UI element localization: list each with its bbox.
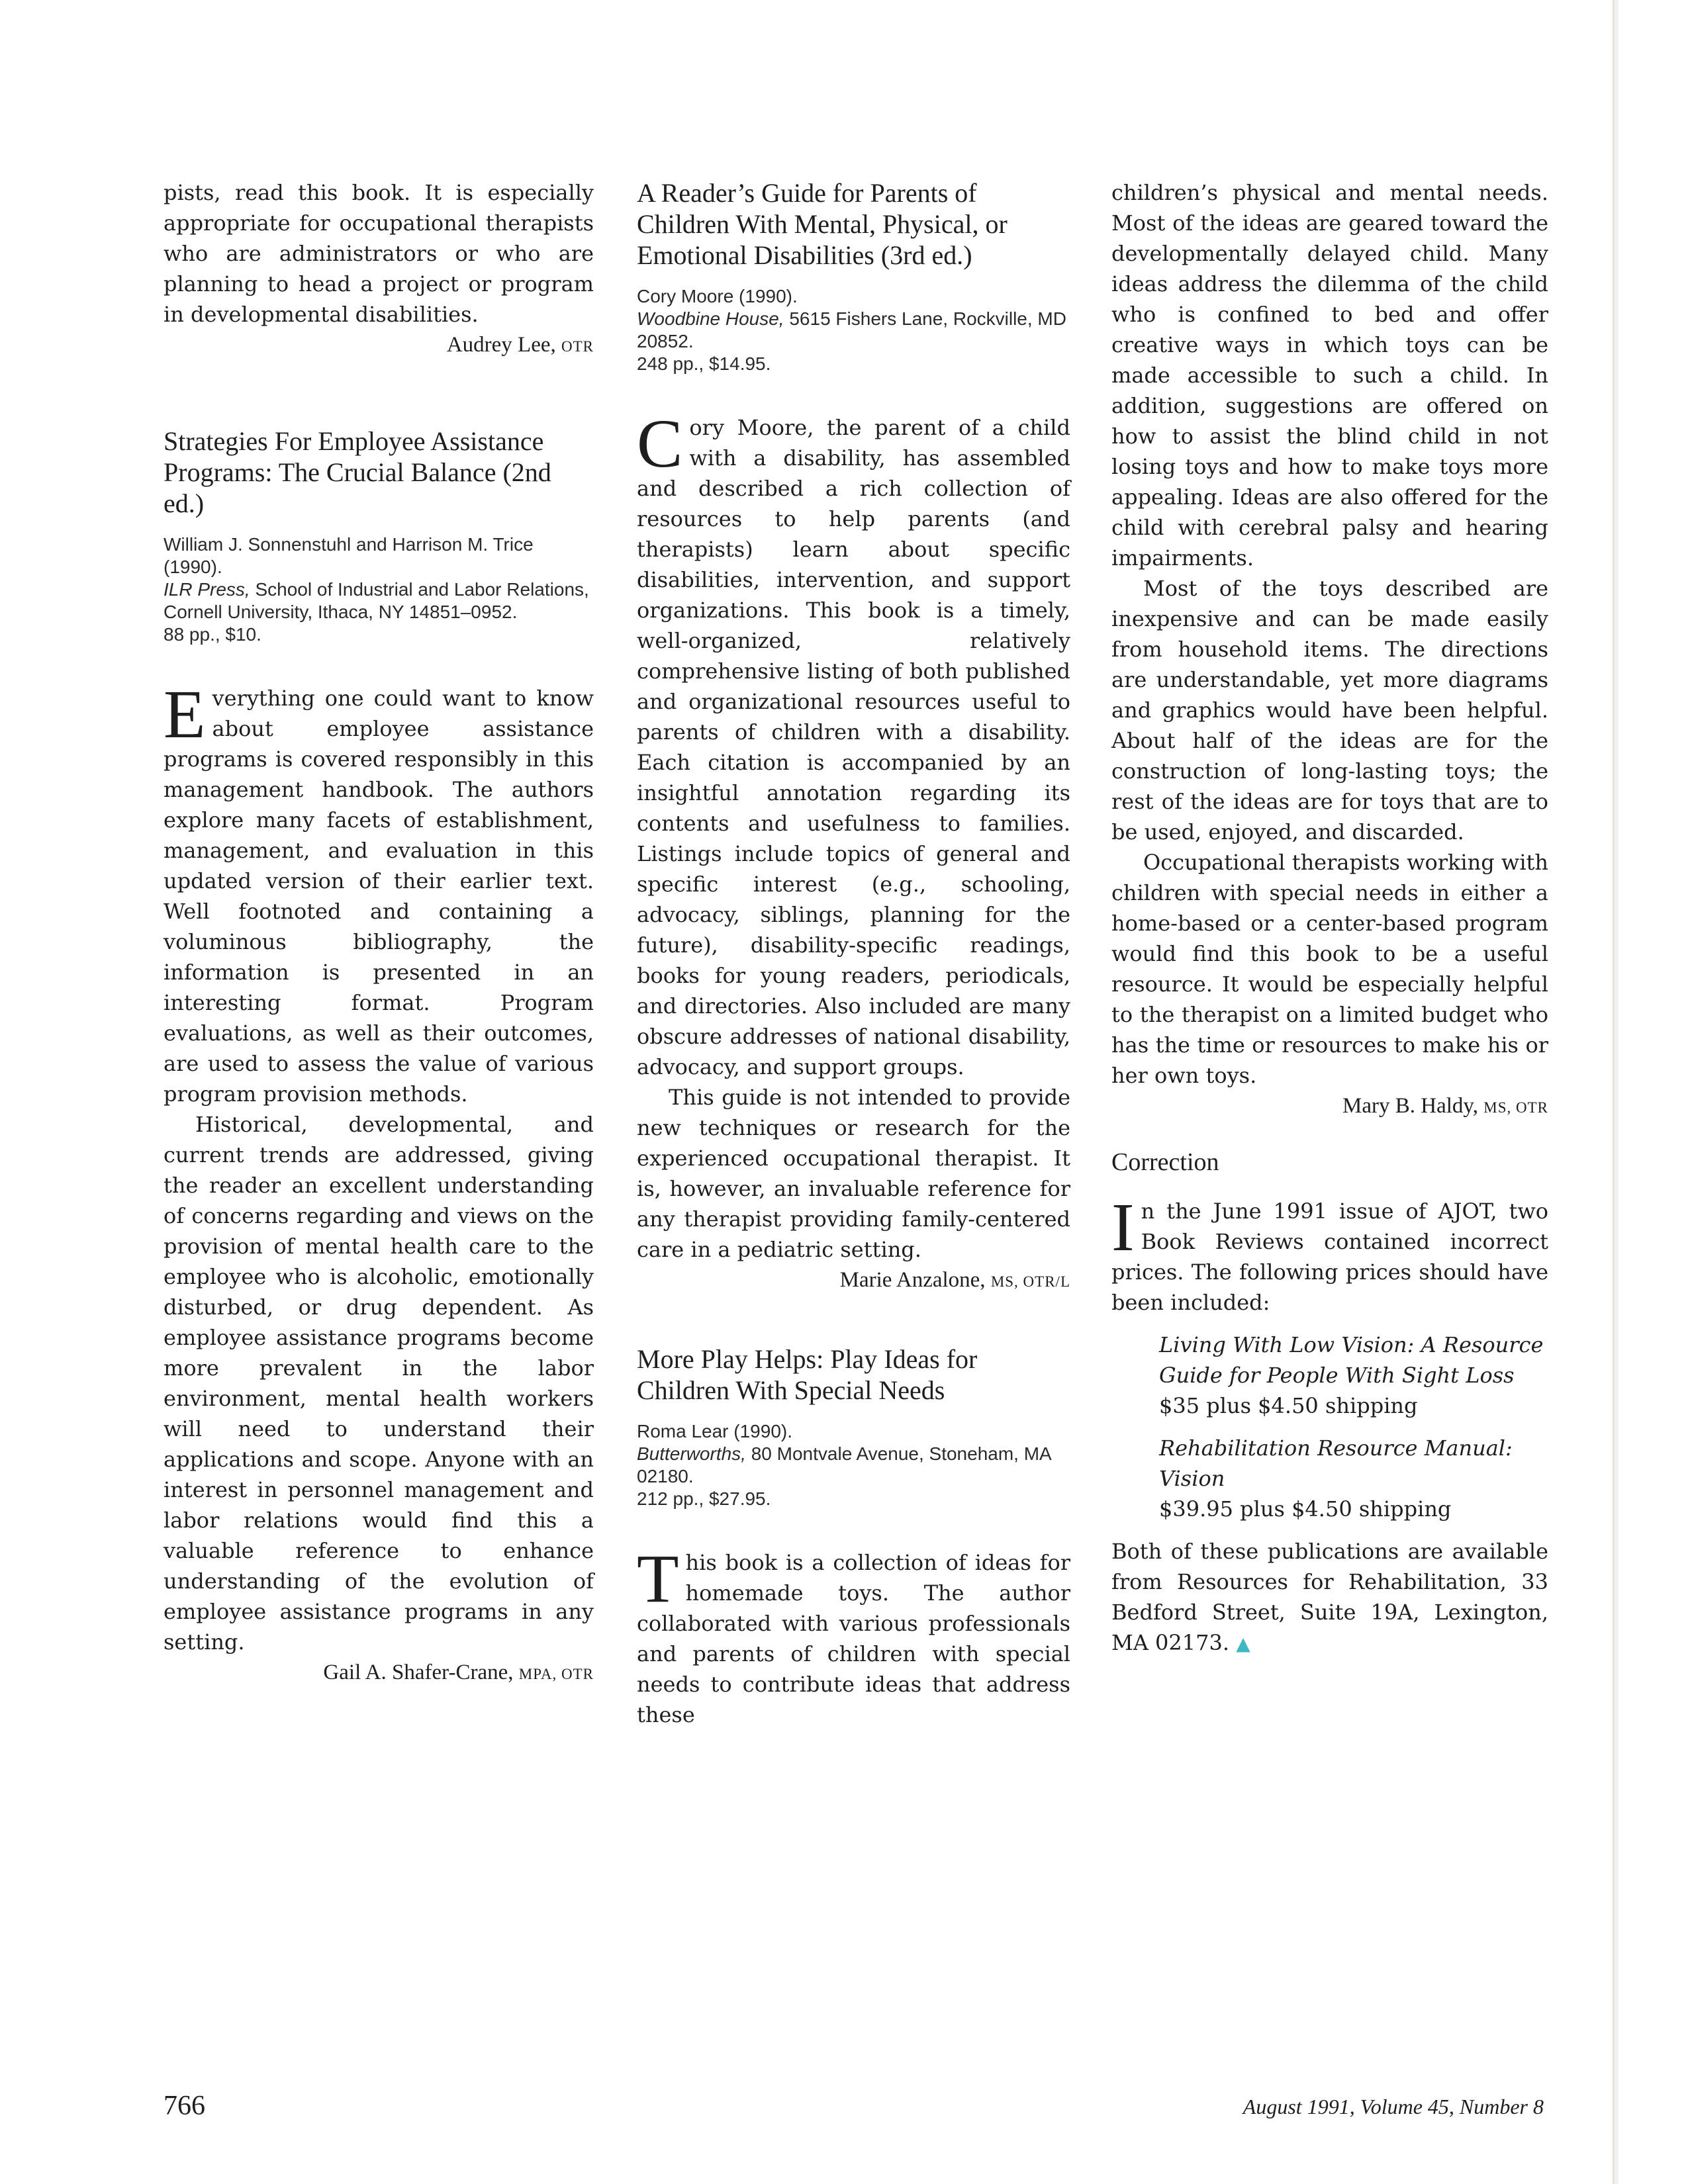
review-paragraph-1 — [637, 406, 1070, 1082]
citation-address: School of Industrial and Labor Relations, Cornell University, Ithaca, NY 14851–0952. — [164, 579, 589, 622]
citation-publisher-line — [164, 578, 594, 623]
correction-item-title: Rehabilitation Resource Manual: Vision — [1159, 1435, 1513, 1491]
column-3 — [1111, 177, 1548, 1659]
signature-gail-shafer-crane — [164, 1657, 594, 1690]
review-paragraph-2: This guide is not intended to provide new techniques or research for the experienced occupational therapist. It is, however, an invaluable reference for any therapist providing family-centered care in a pediatric setting. — [637, 1085, 1070, 1262]
review-title-readers-guide: A Reader’s Guide for Parents of Children With Mental, Physical, or Emotional Disabilities (3rd ed.) — [637, 178, 1008, 270]
citation-pages-price: 248 pp., $14.95. — [637, 353, 771, 374]
signature-mary-haldy — [1111, 1091, 1548, 1123]
signature-name: Marie Anzalone, — [839, 1268, 986, 1292]
signature-credentials: MS, OTR — [1483, 1099, 1548, 1116]
signature-name: Audrey Lee, — [446, 333, 556, 357]
signature-audrey-lee — [164, 330, 594, 362]
citation-address: 5615 Fishers Lane, Rockville, MD 20852. — [637, 308, 1066, 351]
column-2 — [637, 177, 1070, 1730]
signature-name: Mary B. Haldy, — [1342, 1094, 1478, 1118]
citation-publisher-line — [637, 308, 1070, 353]
signature-credentials: OTR — [561, 338, 594, 355]
spacer — [164, 362, 594, 426]
citation-more-play-helps — [637, 1420, 1070, 1510]
correction-item-title: Living With Low Vision: A Resource Guide for People With Sight Loss — [1159, 1332, 1544, 1388]
citation-address: 80 Montvale Avenue, Stoneham, MA 02180. — [637, 1443, 1051, 1486]
page-number: 766 — [164, 2091, 205, 2121]
continuation-paragraph: pists, read this book. It is especially appropriate for occupational therapists who are administrators or who are planning to head a project or program in developmental disabilities. — [164, 180, 594, 327]
paragraph-text: verything one could want to know about employee assistance programs is covered responsibly in this management handbook. The authors explore many facets of establishment, management, and evaluation in this updated version of their earlier text. Well footnoted and containing a voluminous bibliography, the information is presented in an interesting format. Program evaluations, as well as their outcomes, are used to assess the value of various program provision methods. — [164, 686, 594, 1107]
page-edge-shadow — [1615, 0, 1618, 2184]
correction-item-low-vision — [1159, 1330, 1548, 1421]
drop-cap: I — [1111, 1189, 1135, 1265]
citation-authors: William J. Sonnenstuhl and Harrison M. Trice (1990). — [164, 534, 534, 577]
correction-closing — [1111, 1536, 1548, 1659]
signature-credentials: MS, OTR/L — [990, 1273, 1070, 1290]
review-title-more-play-helps: More Play Helps: Play Ideas for Children With Special Needs — [637, 1344, 978, 1405]
drop-cap: C — [637, 406, 683, 482]
paragraph-text: ory Moore, the parent of a child with a disability, has assembled and described a rich collection of resources to help parents (and therapists) learn about specific disabilities, intervention, and support organizations. This book is a timely, well-organized, relatively comprehensive listing of both published and organizational resources useful to parents of children with a disability. Each citation is accompanied by an insightful annotation regarding its contents and usefulness to families. Listings include topics of general and specific interest (e.g., schooling, advocacy, siblings, planning for the future), disability-specific readings, books for young readers, periodicals, and directories. Also included are many obscure addresses of national disability, advocacy, and support groups. — [637, 415, 1070, 1079]
continuation-paragraph-2: Most of the toys described are inexpensive and can be made easily from household items. The directions are understandable, yet more diagrams and graphics would have been helpful. About half of the ideas are for the construction of long-lasting toys; the rest of the ideas are for toys that are to be used, enjoyed, and discarded. — [1111, 576, 1548, 844]
citation-readers-guide — [637, 285, 1070, 375]
paragraph-text: Both of these publications are available from Resources for Rehabilitation, 33 Bedford Street, Suite 19A, Lexington, MA 02173. — [1111, 1539, 1548, 1655]
review-paragraph-1 — [164, 676, 594, 1109]
end-mark-triangle-icon: ▲ — [1236, 1633, 1250, 1655]
citation-authors: Roma Lear (1990). — [637, 1421, 793, 1441]
spacer — [637, 1297, 1070, 1343]
spacer — [1111, 1123, 1548, 1147]
citation-publisher-line — [637, 1443, 1070, 1488]
signature-credentials: MPA, OTR — [518, 1666, 594, 1682]
review-paragraph-2: Historical, developmental, and current trends are addressed, giving the reader an excellent understanding of concerns regarding and views on the provision of mental health care to the employee who is alcoholic, emotionally disturbed, or drug dependent. As employee assistance programs become more prevalent in the labor environment, mental health workers will need to understand their applications and scope. Anyone with an interest in personnel management and labor relations would find this a valuable reference to enhance understanding of the evolution of employee assistance programs in any setting. — [164, 1112, 594, 1655]
continuation-paragraph-1: children’s physical and mental needs. Most of the ideas are geared toward the developmentally delayed child. Many ideas address the dilemma of the child who is confined to bed and offer creative ways in which toys can be made accessible to such a child. In addition, suggestions are offered on how to assist the blind child in not losing toys and how to make toys more appealing. Ideas are also offered for the child with cerebral palsy and hearing impairments. — [1111, 180, 1548, 570]
citation-pages-price: 212 pp., $27.95. — [637, 1488, 771, 1509]
issue-info: August 1991, Volume 45, Number 8 — [1243, 2095, 1544, 2118]
citation-pages-price: 88 pp., $10. — [164, 624, 261, 645]
correction-item-price: $35 plus $4.50 shipping — [1159, 1393, 1418, 1418]
signature-name: Gail A. Shafer-Crane, — [323, 1661, 514, 1684]
citation-publisher: ILR Press, — [164, 579, 250, 600]
correction-intro — [1111, 1189, 1548, 1318]
citation-authors: Cory Moore (1990). — [637, 286, 798, 306]
review-title-employee-assistance: Strategies For Employee Assistance Programs: The Crucial Balance (2nd ed.) — [164, 426, 551, 518]
paragraph-text: n the June 1991 issue of AJOT, two Book Reviews contained incorrect prices. The following prices should have been included: — [1111, 1199, 1548, 1315]
column-1 — [164, 177, 594, 1690]
citation-employee-assistance — [164, 533, 594, 646]
correction-item-price: $39.95 plus $4.50 shipping — [1159, 1496, 1452, 1522]
citation-publisher: Woodbine House, — [637, 308, 784, 329]
citation-publisher: Butterworths, — [637, 1443, 746, 1464]
drop-cap: T — [637, 1541, 679, 1617]
correction-item-rehab-manual — [1159, 1433, 1548, 1524]
continuation-paragraph-3: Occupational therapists working with children with special needs in either a home-based or a center-based program would find this book to be a useful resource. It would be especially helpful to the therapist on a limited budget who has the time or resources to make his or her own toys. — [1111, 850, 1549, 1088]
correction-heading: Correction — [1111, 1148, 1219, 1176]
drop-cap: E — [164, 676, 206, 752]
paragraph-text: his book is a collection of ideas for homemade toys. The author collaborated with various professionals and parents of children with special needs to contribute ideas that address these — [637, 1550, 1070, 1727]
signature-marie-anzalone — [637, 1265, 1070, 1297]
review-paragraph-1 — [637, 1541, 1070, 1730]
